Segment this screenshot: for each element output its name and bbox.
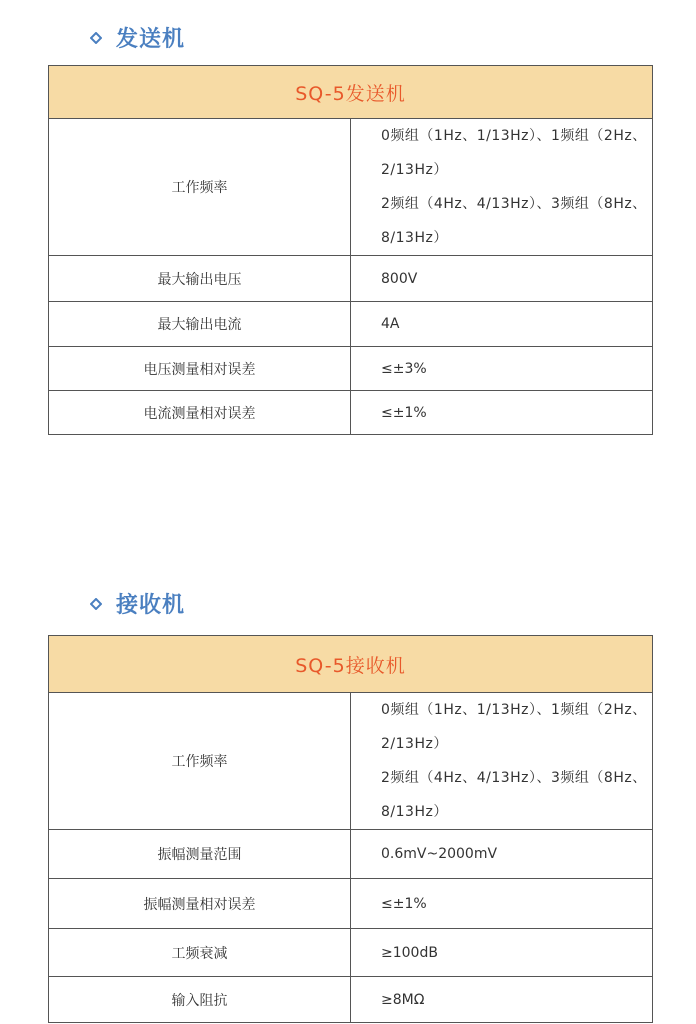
value-line: 0频组（1Hz、1/13Hz）、1频组（2Hz、2/13Hz） (381, 128, 647, 178)
row-value: ≥100dB (351, 929, 653, 977)
value-line: 2频组（4Hz、4/13Hz）、3频组（8Hz、8/13Hz） (381, 196, 647, 246)
table-row (49, 879, 653, 929)
receiver-spec-table (48, 635, 653, 1023)
section-heading-receiver (90, 588, 185, 619)
row-value: ≤±3% (351, 347, 653, 391)
row-value (351, 119, 653, 256)
row-label: 最大输出电流 (49, 302, 351, 347)
section-title: 发送机 (116, 27, 186, 52)
row-label: 工频衰减 (49, 929, 351, 977)
table-row (49, 693, 653, 830)
value-line: 2频组（4Hz、4/13Hz）、3频组（8Hz、8/13Hz） (381, 770, 647, 820)
row-value (351, 693, 653, 830)
row-value: 0.6mV~2000mV (351, 830, 653, 879)
row-label: 振幅测量相对误差 (49, 879, 351, 929)
section-heading-transmitter (90, 22, 185, 53)
row-label: 输入阻抗 (49, 977, 351, 1023)
row-value: 800V (351, 256, 653, 302)
row-label: 工作频率 (49, 119, 351, 256)
row-value: ≥8MΩ (351, 977, 653, 1023)
table-title: SQ-5发送机 (49, 66, 653, 119)
table-row (49, 391, 653, 435)
row-value: ≤±1% (351, 391, 653, 435)
table-row (49, 302, 653, 347)
row-value: ≤±1% (351, 879, 653, 929)
table-row (49, 830, 653, 879)
diamond-outline-icon (90, 598, 102, 610)
row-label: 电流测量相对误差 (49, 391, 351, 435)
table-row (49, 977, 653, 1023)
row-label: 最大输出电压 (49, 256, 351, 302)
section-title: 接收机 (116, 593, 186, 618)
diamond-outline-icon (90, 32, 102, 44)
row-label: 工作频率 (49, 693, 351, 830)
value-line: 0频组（1Hz、1/13Hz）、1频组（2Hz、2/13Hz） (381, 702, 647, 752)
table-row (49, 256, 653, 302)
table-row (49, 347, 653, 391)
table-row (49, 119, 653, 256)
table-row (49, 929, 653, 977)
table-title: SQ-5接收机 (49, 636, 653, 693)
row-label: 电压测量相对误差 (49, 347, 351, 391)
row-value: 4A (351, 302, 653, 347)
transmitter-spec-table (48, 65, 653, 435)
row-label: 振幅测量范围 (49, 830, 351, 879)
